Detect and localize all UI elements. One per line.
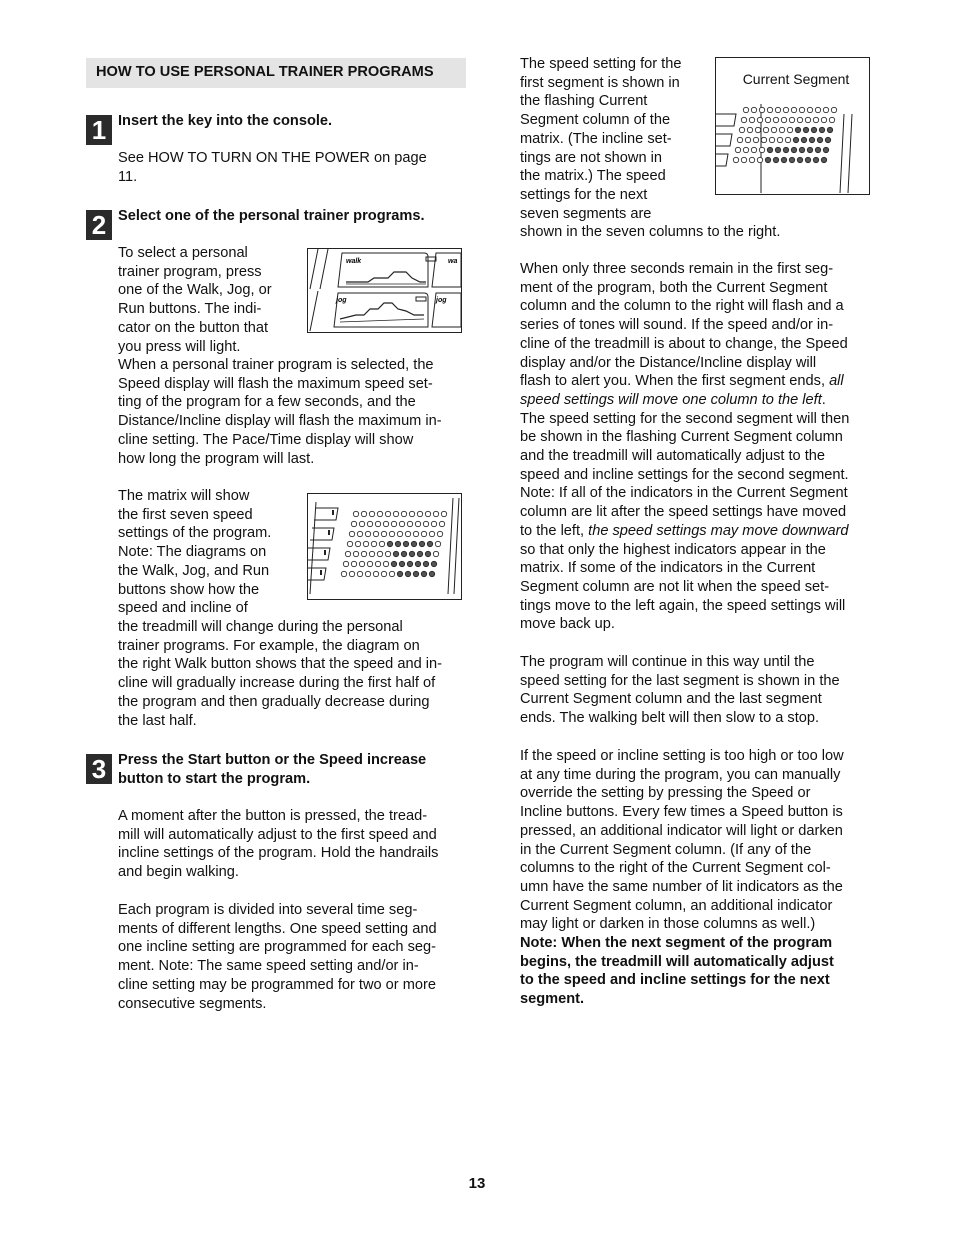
matrix-dot <box>363 541 368 546</box>
matrix-dot <box>741 117 746 122</box>
matrix-dot <box>811 127 816 132</box>
matrix-dot <box>415 521 420 526</box>
current-segment-label: Current Segment <box>742 71 850 87</box>
matrix-dot <box>797 157 802 162</box>
program-buttons-drawing <box>308 249 461 332</box>
matrix-dot <box>831 107 836 112</box>
right-para3: The program will continue in this way until the speed setting for the last segment is shown in the Current Segment column and the last segment ends. The walking belt will then slow to a stop. <box>520 654 840 727</box>
step-2-matrix-intro: The matrix will show the first seven speed settings of the program. Note: The diagrams on the Walk, Jog, and Run buttons show how the speed and incline of <box>118 488 272 617</box>
matrix-dot <box>391 561 396 566</box>
matrix-dot <box>371 541 376 546</box>
matrix-dot <box>399 561 404 566</box>
matrix-dot <box>793 137 798 142</box>
matrix-dot <box>365 571 370 576</box>
matrix-dot <box>431 561 436 566</box>
matrix-dot <box>441 511 446 516</box>
matrix-dot <box>757 117 762 122</box>
matrix-dot <box>345 551 350 556</box>
matrix-dot <box>769 137 774 142</box>
matrix-dot <box>759 147 764 152</box>
matrix-dot <box>385 551 390 556</box>
matrix-dot <box>785 137 790 142</box>
matrix-dot <box>389 531 394 536</box>
matrix-dot <box>781 117 786 122</box>
matrix-dot <box>749 117 754 122</box>
step-2-number: 2 <box>86 210 112 240</box>
matrix-dot <box>819 127 824 132</box>
matrix-dot <box>797 117 802 122</box>
matrix-dot <box>815 147 820 152</box>
matrix-dot <box>437 531 442 536</box>
matrix-dot <box>781 157 786 162</box>
matrix-dot <box>349 531 354 536</box>
matrix-dot <box>393 511 398 516</box>
step-3-title: Press the Start button or the Speed increase button to start the program. <box>118 752 427 787</box>
matrix-dot <box>369 511 374 516</box>
right-para2-italic3: the speed settings may move downward <box>588 522 849 539</box>
matrix-dot <box>387 541 392 546</box>
matrix-dot <box>433 551 438 556</box>
matrix-dot <box>829 117 834 122</box>
matrix-dot <box>361 551 366 556</box>
matrix-indicator <box>320 570 322 575</box>
matrix-dot <box>417 511 422 516</box>
matrix-dot <box>407 521 412 526</box>
matrix-key-outline <box>308 548 330 560</box>
step-3-para2: Each program is divided into several time seg- ments of different lengths. One speed setting and one incline setting are programmed for each seg- ment. Note: The same speed setting and/or in- cline setting may be programmed for two or more consecutive segments. <box>118 902 437 1012</box>
matrix-dot <box>751 147 756 152</box>
matrix-dot <box>421 571 426 576</box>
walk-label: walk <box>346 258 362 265</box>
matrix-dot <box>821 117 826 122</box>
matrix-dot <box>777 137 782 142</box>
matrix-dot <box>401 551 406 556</box>
matrix-dot <box>749 157 754 162</box>
matrix-dot <box>341 571 346 576</box>
matrix-dot <box>821 157 826 162</box>
matrix-dot <box>737 137 742 142</box>
step-3-para1: A moment after the button is pressed, the tread- mill will automatically adjust to the first speed and incline settings of the program. Hold the handrails and begin walking. <box>118 808 439 881</box>
matrix-dot <box>373 531 378 536</box>
walk-label-right: wa <box>448 258 458 265</box>
matrix-dot <box>427 541 432 546</box>
matrix-dot <box>757 157 762 162</box>
matrix-dot <box>417 551 422 556</box>
right-para2-b: . The speed setting for the second segment will then be shown in the flashing Current Segment column and the treadmill will automatically adjust to the speed and incline settings for the second segment. Note: If all of the indicators in the Current Segment column are lit after the speed settings have moved to the left, <box>520 391 850 539</box>
matrix-dot <box>805 157 810 162</box>
step-2-matrix-cont: the treadmill will change during the personal trainer programs. For example, the diagram on the right Walk button shows that the speed and in- cline will gradually increase during the first half of the program and then gradually decrease during the last half. <box>118 619 442 729</box>
matrix-dot <box>407 561 412 566</box>
matrix-dot <box>413 531 418 536</box>
matrix-dot <box>353 511 358 516</box>
matrix-dot <box>775 147 780 152</box>
matrix-dot <box>775 107 780 112</box>
matrix-dot <box>771 127 776 132</box>
matrix-dot <box>799 107 804 112</box>
matrix-dot <box>809 137 814 142</box>
matrix-dot <box>383 561 388 566</box>
matrix-dot <box>823 147 828 152</box>
matrix-figure <box>307 493 462 600</box>
matrix-key-outline <box>716 114 736 126</box>
matrix-dot <box>409 551 414 556</box>
matrix-dot <box>391 521 396 526</box>
matrix-dot <box>409 511 414 516</box>
matrix-indicator <box>328 530 330 535</box>
matrix-dot <box>825 137 830 142</box>
matrix-dot <box>795 127 800 132</box>
matrix-dot <box>807 107 812 112</box>
matrix-dot <box>827 127 832 132</box>
step-3-number: 3 <box>86 754 112 784</box>
matrix-dot <box>349 571 354 576</box>
matrix-dot <box>787 127 792 132</box>
right-para2-italic1: all <box>829 373 844 390</box>
matrix-dot <box>801 137 806 142</box>
matrix-dot <box>751 107 756 112</box>
matrix-dot <box>361 511 366 516</box>
matrix-dot <box>789 117 794 122</box>
matrix-dot <box>813 157 818 162</box>
program-buttons-figure <box>307 248 462 333</box>
matrix-dot <box>423 521 428 526</box>
right-para2-italic2: speed settings will move one column to the left <box>520 391 822 408</box>
matrix-dot <box>399 521 404 526</box>
matrix-dot <box>761 137 766 142</box>
matrix-dot <box>773 157 778 162</box>
matrix-indicator <box>332 510 334 515</box>
matrix-dot <box>733 157 738 162</box>
matrix-dot <box>359 521 364 526</box>
matrix-dot <box>435 541 440 546</box>
matrix-dot <box>359 561 364 566</box>
step-2-intro: To select a personal trainer program, press one of the Walk, Jog, or Run buttons. The indi- cator on the button that you press will light. <box>118 245 272 355</box>
matrix-dot <box>395 541 400 546</box>
matrix-dot <box>817 137 822 142</box>
matrix-dot <box>755 127 760 132</box>
current-segment-matrix <box>716 58 869 194</box>
matrix-dot <box>355 541 360 546</box>
matrix-dot <box>343 561 348 566</box>
matrix-dot <box>413 571 418 576</box>
section-title: HOW TO USE PERSONAL TRAINER PROGRAMS <box>96 64 434 80</box>
matrix-dot <box>747 127 752 132</box>
matrix-key-outline <box>716 134 732 146</box>
step-1-body: See HOW TO TURN ON THE POWER on page 11. <box>118 150 427 185</box>
right-para4: If the speed or incline setting is too high or too low at any time during the program, you can manually override the setting by pressing the Speed or Incline buttons. Every few times a Speed button is pressed, an additional indicator will light or darken in the Current Segment column. (If any of the columns to the right of the Current Segment col- umn have the same number of lit indicators as the Current Segment column, an additional indicator may light or darken in those columns as well.) <box>520 748 844 933</box>
jog-label: jog <box>336 297 347 304</box>
right-para2 <box>520 260 880 634</box>
current-segment-figure <box>715 57 870 195</box>
matrix-dot <box>429 571 434 576</box>
matrix-dot <box>377 551 382 556</box>
step-2-title: Select one of the personal trainer programs. <box>118 208 425 224</box>
matrix-dot <box>351 561 356 566</box>
matrix-dot <box>367 521 372 526</box>
matrix-dot <box>767 107 772 112</box>
matrix-dot <box>397 531 402 536</box>
matrix-dot <box>789 157 794 162</box>
matrix-dot <box>815 107 820 112</box>
matrix-dot <box>375 561 380 566</box>
matrix-dot <box>351 521 356 526</box>
matrix-dot <box>433 511 438 516</box>
right-para1: The speed setting for the first segment is shown in the flashing Current Segment column of the matrix. (The incline set- tings are not shown in the matrix.) The speed settings for the next seven segments are <box>520 56 682 222</box>
matrix-dot <box>373 571 378 576</box>
matrix-dot <box>783 107 788 112</box>
matrix-dot <box>393 551 398 556</box>
matrix-dot <box>401 511 406 516</box>
page-number: 13 <box>468 1175 486 1192</box>
matrix-dot <box>753 137 758 142</box>
matrix-dot <box>347 541 352 546</box>
matrix-dot <box>823 107 828 112</box>
matrix-dot <box>765 157 770 162</box>
matrix-dot <box>389 571 394 576</box>
matrix-dot <box>403 541 408 546</box>
matrix-dot <box>383 521 388 526</box>
matrix-dot <box>743 107 748 112</box>
matrix-dot <box>421 531 426 536</box>
matrix-dot <box>425 511 430 516</box>
matrix-dot <box>411 541 416 546</box>
matrix-dot <box>743 147 748 152</box>
matrix-key-outline <box>314 508 338 520</box>
matrix-indicator <box>324 550 326 555</box>
step-1-title: Insert the key into the console. <box>118 113 333 129</box>
matrix-dot <box>405 571 410 576</box>
matrix-dot <box>783 147 788 152</box>
step-2-para2: When a personal trainer program is selected, the Speed display will flash the maximum speed set- ting of the program for a few seconds, and the Distance/Incline display will flash the maximum in- cline setting. The Pace/Time display will show how long the program will last. <box>118 357 442 467</box>
matrix-dot <box>381 571 386 576</box>
matrix-dot <box>779 127 784 132</box>
matrix-dot <box>379 541 384 546</box>
right-para2-a: When only three seconds remain in the first seg- ment of the program, both the Current Segment column and the column to the right will flash and a series of tones will sound. If the speed and/or in- cline of the treadmill is about to change, the Speed display and/or the Distance/Incline display will flash to alert you. When the first segment ends, <box>520 261 848 390</box>
step-1-number: 1 <box>86 115 112 145</box>
matrix-dot <box>791 107 796 112</box>
matrix-key-outline <box>716 154 728 166</box>
right-para4-note: Note: When the next segment of the program begins, the treadmill will automatically adjust to the speed and incline settings for the next segment. <box>520 935 834 1008</box>
matrix-dot <box>803 127 808 132</box>
matrix-dot <box>791 147 796 152</box>
right-para2-c: so that only the highest indicators appear in the matrix. If some of the indicators in the Current Segment column are not lit when the speed set- tings move to the left again, the speed settings will move back up. <box>520 541 846 633</box>
matrix-dot <box>385 511 390 516</box>
matrix-dot <box>369 551 374 556</box>
matrix-dot <box>767 147 772 152</box>
matrix-dot <box>429 531 434 536</box>
matrix-dot <box>765 117 770 122</box>
matrix-dot <box>431 521 436 526</box>
matrix-dot <box>759 107 764 112</box>
matrix-dot <box>397 571 402 576</box>
matrix-dot <box>381 531 386 536</box>
matrix-dot <box>739 127 744 132</box>
matrix-dot <box>805 117 810 122</box>
matrix-dot <box>415 561 420 566</box>
matrix-dot <box>357 571 362 576</box>
matrix-dot <box>419 541 424 546</box>
matrix-dot <box>423 561 428 566</box>
matrix-dot <box>377 511 382 516</box>
matrix-dot <box>425 551 430 556</box>
matrix-dot <box>439 521 444 526</box>
matrix-dot <box>773 117 778 122</box>
matrix-dot <box>353 551 358 556</box>
matrix-dot <box>807 147 812 152</box>
matrix-dot <box>367 561 372 566</box>
matrix-dot <box>741 157 746 162</box>
matrix-dot <box>813 117 818 122</box>
matrix-drawing <box>308 494 461 599</box>
matrix-dot <box>735 147 740 152</box>
right-para1-cont: shown in the seven columns to the right. <box>520 224 781 240</box>
matrix-dot <box>375 521 380 526</box>
jog-label-right: jog <box>436 297 447 304</box>
matrix-dot <box>405 531 410 536</box>
matrix-dot <box>365 531 370 536</box>
matrix-dot <box>799 147 804 152</box>
matrix-dot <box>763 127 768 132</box>
matrix-dot <box>745 137 750 142</box>
matrix-dot <box>357 531 362 536</box>
